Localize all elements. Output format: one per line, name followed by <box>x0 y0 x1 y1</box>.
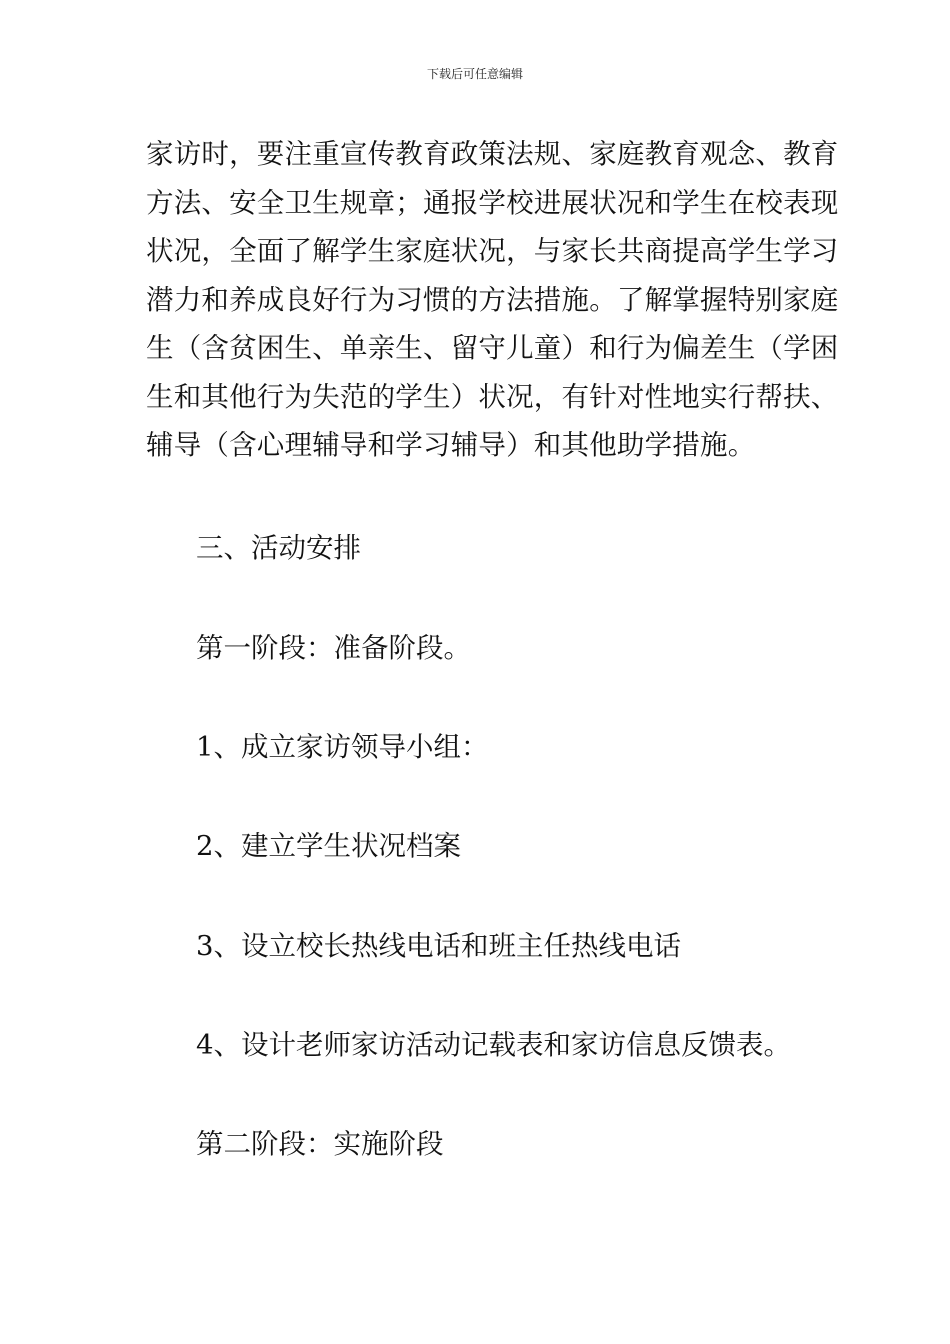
paragraph-line: 状况，全面了解学生家庭状况，与家长共商提高学生学习 <box>146 235 839 267</box>
paragraph-line: 辅导（含心理辅导和学习辅导）和其他助学措施。 <box>146 429 756 461</box>
list-item: 2、建立学生状况档案 <box>196 830 461 862</box>
stage-one-heading: 第一阶段：准备阶段。 <box>196 632 471 664</box>
paragraph-line: 家访时，要注重宣传教育政策法规、家庭教育观念、教育 <box>146 138 839 170</box>
paragraph-line: 潜力和养成良好行为习惯的方法措施。了解掌握特别家庭 <box>146 283 839 316</box>
stage-two-heading: 第二阶段：实施阶段 <box>196 1128 444 1160</box>
paragraph-line: 生和其他行为失范的学生）状况，有针对性地实行帮扶、 <box>146 380 839 413</box>
body-paragraph <box>146 130 839 470</box>
list-item: 1、成立家访领导小组： <box>196 731 489 763</box>
section-heading: 三、活动安排 <box>196 532 361 564</box>
list-item: 3、设立校长热线电话和班主任热线电话 <box>196 930 681 962</box>
page-header-note: 下载后可任意编辑 <box>426 67 523 81</box>
paragraph-line: 生（含贫困生、单亲生、留守儿童）和行为偏差生（学困 <box>146 332 839 364</box>
paragraph-line: 方法、安全卫生规章；通报学校进展状况和学生在校表现 <box>146 186 839 219</box>
list-item: 4、设计老师家访活动记载表和家访信息反馈表。 <box>196 1029 791 1061</box>
